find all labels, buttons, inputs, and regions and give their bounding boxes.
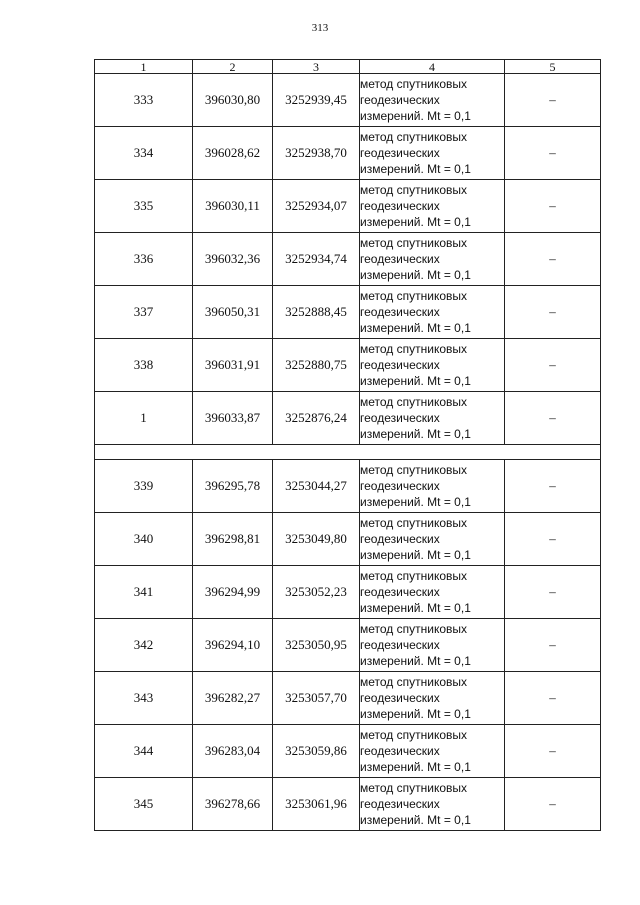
method-cell xyxy=(360,74,505,127)
table-row xyxy=(95,180,601,233)
method-text-line: измерений. Mt = 0,1 xyxy=(360,162,471,176)
table-row xyxy=(95,672,601,725)
table-row xyxy=(95,74,601,127)
method-text-line: метод спутниковых xyxy=(360,395,468,409)
note-cell: – xyxy=(505,513,601,566)
y-coordinate-cell: 3252880,75 xyxy=(273,339,360,392)
method-text-line: измерений. Mt = 0,1 xyxy=(360,707,471,721)
method-text-line: геодезических xyxy=(360,252,440,266)
x-coordinate-cell: 396032,36 xyxy=(193,233,273,286)
note-cell: – xyxy=(505,233,601,286)
method-cell xyxy=(360,566,505,619)
method-text-line: измерений. Mt = 0,1 xyxy=(360,548,471,562)
x-coordinate-cell: 396283,04 xyxy=(193,725,273,778)
point-number-cell: 342 xyxy=(95,619,193,672)
method-cell xyxy=(360,127,505,180)
method-text-line: геодезических xyxy=(360,797,440,811)
note-cell: – xyxy=(505,339,601,392)
method-text-line: метод спутниковых xyxy=(360,183,468,197)
method-cell xyxy=(360,286,505,339)
point-number-cell: 1 xyxy=(95,392,193,445)
x-coordinate-cell: 396031,91 xyxy=(193,339,273,392)
point-number-cell: 337 xyxy=(95,286,193,339)
method-text-line: метод спутниковых xyxy=(360,130,468,144)
method-cell xyxy=(360,778,505,831)
column-header-5: 5 xyxy=(505,60,601,74)
method-text-line: геодезических xyxy=(360,199,440,213)
method-text-line: геодезических xyxy=(360,479,440,493)
method-text-line: метод спутниковых xyxy=(360,236,468,250)
point-number-cell: 336 xyxy=(95,233,193,286)
x-coordinate-cell: 396050,31 xyxy=(193,286,273,339)
method-text-line: метод спутниковых xyxy=(360,675,468,689)
method-cell xyxy=(360,180,505,233)
method-text-line: измерений. Mt = 0,1 xyxy=(360,427,471,441)
table-row xyxy=(95,725,601,778)
table-row xyxy=(95,339,601,392)
method-text-line: метод спутниковых xyxy=(360,463,468,477)
y-coordinate-cell: 3253049,80 xyxy=(273,513,360,566)
method-text-line: метод спутниковых xyxy=(360,516,468,530)
method-text-line: геодезических xyxy=(360,691,440,705)
column-header-4: 4 xyxy=(360,60,505,74)
method-text-line: метод спутниковых xyxy=(360,569,468,583)
point-number-cell: 333 xyxy=(95,74,193,127)
y-coordinate-cell: 3252876,24 xyxy=(273,392,360,445)
method-cell xyxy=(360,339,505,392)
method-cell xyxy=(360,672,505,725)
method-cell xyxy=(360,392,505,445)
x-coordinate-cell: 396278,66 xyxy=(193,778,273,831)
y-coordinate-cell: 3252934,74 xyxy=(273,233,360,286)
method-text-line: измерений. Mt = 0,1 xyxy=(360,215,471,229)
method-text-line: геодезических xyxy=(360,532,440,546)
method-cell xyxy=(360,619,505,672)
table-separator-row xyxy=(95,445,601,460)
method-text-line: измерений. Mt = 0,1 xyxy=(360,374,471,388)
note-cell: – xyxy=(505,778,601,831)
method-cell xyxy=(360,513,505,566)
x-coordinate-cell: 396282,27 xyxy=(193,672,273,725)
table-row xyxy=(95,513,601,566)
method-text-line: измерений. Mt = 0,1 xyxy=(360,495,471,509)
table-row xyxy=(95,392,601,445)
x-coordinate-cell: 396295,78 xyxy=(193,460,273,513)
method-text-line: геодезических xyxy=(360,411,440,425)
x-coordinate-cell: 396298,81 xyxy=(193,513,273,566)
method-text-line: геодезических xyxy=(360,93,440,107)
page-number: 313 xyxy=(311,22,329,34)
y-coordinate-cell: 3253059,86 xyxy=(273,725,360,778)
y-coordinate-cell: 3253057,70 xyxy=(273,672,360,725)
note-cell: – xyxy=(505,392,601,445)
coordinates-table-body xyxy=(95,60,601,831)
method-text-line: геодезических xyxy=(360,146,440,160)
table-row xyxy=(95,619,601,672)
method-text-line: геодезических xyxy=(360,358,440,372)
table-row xyxy=(95,566,601,619)
x-coordinate-cell: 396030,80 xyxy=(193,74,273,127)
y-coordinate-cell: 3252938,70 xyxy=(273,127,360,180)
column-header-2: 2 xyxy=(193,60,273,74)
method-text-line: метод спутниковых xyxy=(360,342,468,356)
note-cell: – xyxy=(505,566,601,619)
y-coordinate-cell: 3252934,07 xyxy=(273,180,360,233)
table-row xyxy=(95,460,601,513)
note-cell: – xyxy=(505,460,601,513)
table-header-row xyxy=(95,60,601,74)
point-number-cell: 340 xyxy=(95,513,193,566)
method-cell xyxy=(360,460,505,513)
note-cell: – xyxy=(505,180,601,233)
table-row xyxy=(95,286,601,339)
point-number-cell: 345 xyxy=(95,778,193,831)
point-number-cell: 338 xyxy=(95,339,193,392)
y-coordinate-cell: 3253052,23 xyxy=(273,566,360,619)
method-text-line: измерений. Mt = 0,1 xyxy=(360,601,471,615)
method-cell xyxy=(360,233,505,286)
note-cell: – xyxy=(505,286,601,339)
x-coordinate-cell: 396294,99 xyxy=(193,566,273,619)
method-text-line: метод спутниковых xyxy=(360,622,468,636)
method-text-line: геодезических xyxy=(360,744,440,758)
x-coordinate-cell: 396033,87 xyxy=(193,392,273,445)
y-coordinate-cell: 3253044,27 xyxy=(273,460,360,513)
note-cell: – xyxy=(505,127,601,180)
table-row xyxy=(95,127,601,180)
method-text-line: метод спутниковых xyxy=(360,289,468,303)
point-number-cell: 341 xyxy=(95,566,193,619)
table-separator-cell xyxy=(95,445,601,460)
note-cell: – xyxy=(505,725,601,778)
point-number-cell: 339 xyxy=(95,460,193,513)
y-coordinate-cell: 3253061,96 xyxy=(273,778,360,831)
method-text-line: измерений. Mt = 0,1 xyxy=(360,268,471,282)
table-row xyxy=(95,233,601,286)
x-coordinate-cell: 396030,11 xyxy=(193,180,273,233)
method-text-line: измерений. Mt = 0,1 xyxy=(360,654,471,668)
column-header-3: 3 xyxy=(273,60,360,74)
method-text-line: метод спутниковых xyxy=(360,728,468,742)
x-coordinate-cell: 396028,62 xyxy=(193,127,273,180)
method-text-line: измерений. Mt = 0,1 xyxy=(360,321,471,335)
y-coordinate-cell: 3252888,45 xyxy=(273,286,360,339)
column-header-1: 1 xyxy=(95,60,193,74)
x-coordinate-cell: 396294,10 xyxy=(193,619,273,672)
method-text-line: геодезических xyxy=(360,305,440,319)
method-text-line: измерений. Mt = 0,1 xyxy=(360,813,471,827)
method-text-line: геодезических xyxy=(360,585,440,599)
y-coordinate-cell: 3252939,45 xyxy=(273,74,360,127)
y-coordinate-cell: 3253050,95 xyxy=(273,619,360,672)
point-number-cell: 335 xyxy=(95,180,193,233)
coordinates-table xyxy=(94,59,601,831)
note-cell: – xyxy=(505,619,601,672)
method-text-line: метод спутниковых xyxy=(360,781,468,795)
point-number-cell: 343 xyxy=(95,672,193,725)
table-row xyxy=(95,778,601,831)
method-text-line: измерений. Mt = 0,1 xyxy=(360,109,471,123)
method-cell xyxy=(360,725,505,778)
note-cell: – xyxy=(505,672,601,725)
point-number-cell: 344 xyxy=(95,725,193,778)
method-text-line: измерений. Mt = 0,1 xyxy=(360,760,471,774)
point-number-cell: 334 xyxy=(95,127,193,180)
note-cell: – xyxy=(505,74,601,127)
method-text-line: метод спутниковых xyxy=(360,77,468,91)
method-text-line: геодезических xyxy=(360,638,440,652)
